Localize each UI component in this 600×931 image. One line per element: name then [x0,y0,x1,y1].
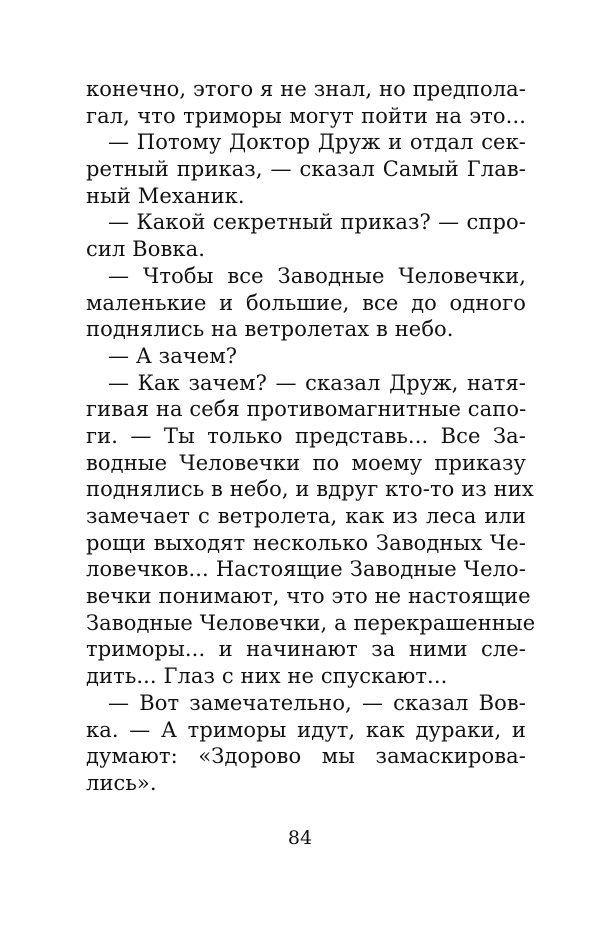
text-line: ги. — Ты только представь... Все За- [86,423,526,448]
text-line: гал, что триморы могут пойти на это... [86,103,526,128]
text-line: — Вот замечательно, — сказал Вов- [108,690,526,715]
page-number: 84 [287,827,313,849]
text-line: гивая на себя противомагнитные сапо- [86,397,527,422]
text-line: — А зачем? [108,343,238,368]
text-line: — Чтобы все Заводные Человечки, [108,263,526,288]
text-line: ловечков... Настоящие Заводные Чело- [86,557,526,582]
text-line: вечки понимают, что это не настоящие [86,584,531,609]
text-line: думают: «Здорово мы замаскирова- [86,744,526,769]
text-line: дить... Глаз с них не спускают... [86,664,448,689]
text-line: водные Человечки по моему приказу [86,450,526,475]
text-line: — Какой секретный приказ? — спро- [108,210,526,235]
text-line: триморы... и начинают за ними сле- [86,637,526,662]
text-line: конечно, этого я не знал, но предпола- [86,77,526,101]
text-line: — Как зачем? — сказал Друж, натя- [108,370,526,395]
text-line: Заводные Человечки, а перекрашенные [86,610,536,635]
body-text [86,76,536,797]
text-line: рощи выходят несколько Заводных Че- [86,530,526,555]
text-line: — Потому Доктор Друж и отдал сек- [108,130,526,155]
text-line: ный Механик. [86,183,245,208]
text-line: маленькие и большие, все до одного [86,290,526,315]
text-line: ка. — А триморы идут, как дураки, и [86,717,526,742]
text-line: поднялись в небо, и вдруг кто-то из них [86,477,534,502]
text-line: лись». [86,770,157,795]
text-line: поднялись на ветролетах в небо. [86,317,454,342]
text-line: ретный приказ, — сказал Самый Глав- [86,157,526,182]
text-line: сил Вовка. [86,237,205,262]
text-line: замечает с ветролета, как из леса или [86,504,526,528]
